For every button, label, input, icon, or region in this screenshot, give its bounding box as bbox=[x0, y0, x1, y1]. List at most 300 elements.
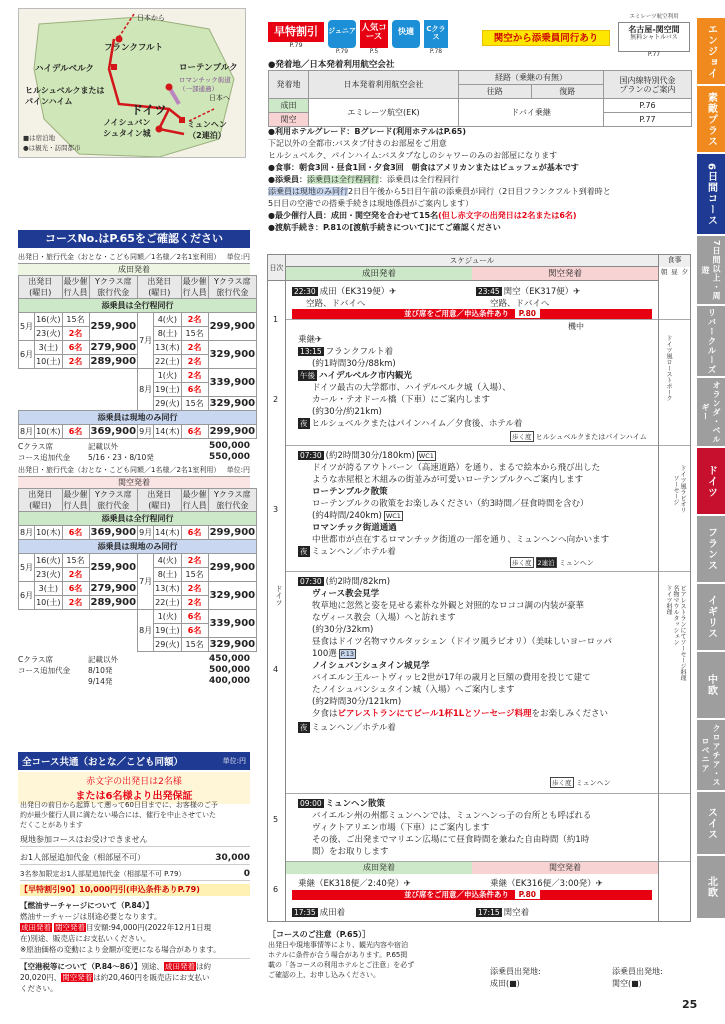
sched-text: ヒルシュベルクまたはパインハイム／夕食後、ホテル着 bbox=[311, 419, 523, 429]
map-legend-visit: ●は観光・訪問都市 bbox=[23, 144, 81, 152]
sched-text: ミュンヘン／ホテル着 bbox=[311, 723, 396, 733]
sched-text-bold: ノイシュバンシュタイン城見学 bbox=[312, 661, 430, 671]
meal-note: ソーセージ bbox=[672, 475, 679, 505]
min-cell: 2名 bbox=[62, 568, 89, 582]
date-cell: 23(火) bbox=[35, 327, 62, 341]
month-cell: 8月 bbox=[19, 526, 35, 540]
date-cell: 10(木) bbox=[35, 526, 62, 540]
schedule-table bbox=[267, 254, 691, 922]
time-chip: 午後 bbox=[300, 371, 315, 380]
sched-text: をお楽しみください bbox=[531, 709, 608, 719]
min-cell: 2名 bbox=[181, 554, 208, 568]
sched-text: 昼食はドイツ名物マウルタッシェン（ドイツ風ラビオリ）（美味しいヨーロッパ bbox=[312, 637, 612, 647]
price-cell: 259,900 bbox=[89, 313, 138, 341]
sched-text-bold: ローテンブルク散策 bbox=[312, 487, 388, 497]
fuel-line: 燃油サーチャージは別途必要となります。 bbox=[20, 912, 162, 921]
date-cell: 22(土) bbox=[154, 596, 181, 610]
month-cell: 8月 bbox=[19, 425, 35, 439]
day-5: 5 bbox=[273, 815, 279, 824]
tab-7day[interactable]: 7日間以上・周遊 bbox=[697, 236, 725, 304]
min-cell: 2名 bbox=[181, 596, 208, 610]
price-table-kansai bbox=[18, 488, 257, 652]
fuel-line: 在)別途、販売店にお支払いください。 bbox=[20, 934, 151, 943]
tab-france[interactable]: フランス bbox=[697, 516, 725, 582]
escort-origin-label: 添乗員出発地: bbox=[490, 967, 541, 976]
month-cell: 9月 bbox=[138, 425, 154, 439]
dep-page: P.76 bbox=[604, 99, 692, 113]
min-cell: 15名 bbox=[181, 397, 208, 411]
col-date: 出発日 (曜日) bbox=[19, 489, 63, 512]
min-cell: 2名 bbox=[181, 313, 208, 327]
sched-head-schedule: スケジュール bbox=[286, 255, 658, 267]
early-badge: 早特割引 bbox=[268, 22, 324, 42]
min-cell: 6名 bbox=[62, 341, 89, 355]
tab-nordic[interactable]: 北欧 bbox=[697, 856, 725, 918]
local-escort-bar: 添乗員は現地のみ同行 bbox=[19, 411, 257, 425]
common-header bbox=[18, 752, 250, 770]
meal-lunch: 昼 bbox=[671, 268, 678, 276]
dep-page: P.77 bbox=[604, 113, 692, 127]
narita-chip: 成田発着 bbox=[21, 923, 51, 932]
date-cell: 13(木) bbox=[154, 582, 181, 596]
date-cell: 13(木) bbox=[154, 341, 181, 355]
fuel-title: 【燃油サーチャージについて（P.84）】 bbox=[20, 901, 154, 910]
sched-text: (約2時間30分/180km) bbox=[325, 451, 415, 461]
sched-text: 空路、ドバイへ bbox=[306, 299, 366, 309]
map-label-heidelberg: ハイデルベルク bbox=[35, 64, 94, 74]
info-line: ●渡航手続き：P.81の[渡航手続きについて]にてご確認ください bbox=[268, 223, 501, 232]
meal-breakfast: 朝 bbox=[660, 268, 668, 276]
tab-river-cruise[interactable]: リバークルーズ bbox=[697, 306, 725, 376]
tax-line: 別途、 bbox=[141, 962, 164, 971]
tax-line: 20,020円、 bbox=[20, 973, 62, 982]
map-label-neuschwanstein: ノイシュバン シュタイン城 bbox=[103, 118, 151, 138]
time-chip: 夜 bbox=[300, 547, 308, 556]
tab-germany[interactable]: ドイツ bbox=[697, 448, 725, 514]
triple-value: 0 bbox=[243, 869, 250, 879]
sched-head-kansai: 関空発着 bbox=[472, 862, 658, 874]
c-sub: コース追加代金 bbox=[18, 453, 71, 462]
sched-head-narita: 成田発着 bbox=[286, 862, 472, 874]
guarantee-text-line: 約が最少催行人員に満たない場合には、催行を中止させていた bbox=[20, 811, 216, 819]
stay-city: ミュンヘン bbox=[575, 779, 611, 787]
departure-title: ●発着地／日本発着利用航空会社 bbox=[268, 60, 395, 70]
departure-table bbox=[268, 70, 692, 127]
seat-bar-page: P.80 bbox=[515, 309, 540, 318]
all-escort-bar: 添乗員は全行程同行 bbox=[19, 512, 257, 526]
min-cell: 15名 bbox=[181, 638, 208, 652]
sched-head-kansai: 関空発着 bbox=[472, 267, 658, 281]
day-6: 6 bbox=[273, 885, 279, 894]
early-discount: 【早特割引90】10,000円引(申込条件ありP.79) bbox=[20, 884, 250, 896]
two-nights-tag: 2連泊 bbox=[537, 559, 555, 567]
price-title-1: 出発日・旅行代金（おとな・こども同額／1名様／2名1室利用） bbox=[18, 253, 221, 261]
map-label-rothenburg: ローテンブルク bbox=[179, 63, 238, 73]
fuel-surcharge bbox=[20, 900, 250, 955]
map-label-frankfurt: フランクフルト bbox=[104, 43, 163, 53]
sched-text: ドイツ最古の大学都市、ハイデルベルク城（入場）、 bbox=[312, 383, 511, 393]
col-date-2: 出発日 (曜日) bbox=[138, 276, 182, 299]
date-cell: 16(火) bbox=[35, 313, 62, 327]
sched-text: バイエルン州の州都ミュンヘンでは、ミュンヘンっ子の台所とも呼ばれる bbox=[312, 811, 592, 821]
escort-badge: 関空から添乗員同行あり bbox=[482, 30, 610, 46]
notes-line: 出発日や現地事情等により、観光内容や宿泊 bbox=[268, 941, 408, 949]
price-title-2: 出発日・旅行代金（おとな・こども同額／1名様／2名1室利用） bbox=[18, 466, 221, 474]
sched-text: 関空（EK317便）✈ bbox=[503, 287, 581, 297]
price-cell: 279,900 bbox=[90, 583, 137, 594]
sched-text: 中世都市が点在するロマンチック街道の一部を通り、ミュンヘンへ向かいます bbox=[312, 535, 610, 545]
time-chip: 23:45 bbox=[478, 287, 500, 296]
dep-head: 発着地 bbox=[269, 71, 309, 99]
price-cell: 299,900 bbox=[209, 527, 256, 538]
sched-text: 空路、ドバイへ bbox=[490, 299, 550, 309]
price-cell: 299,900 bbox=[208, 313, 257, 341]
escort-origin-value: 関空(■) bbox=[612, 979, 642, 988]
dep-kansai: 関空 bbox=[269, 113, 309, 127]
c-label: Cクラス席 bbox=[18, 655, 54, 664]
dep-narita: 成田 bbox=[269, 99, 309, 113]
col-date: 出発日 (曜日) bbox=[19, 276, 63, 299]
c-class-kansai bbox=[18, 654, 250, 687]
month-cell: 7月 bbox=[138, 313, 154, 369]
map-label-hirschberg: ヒルシュベルクまたは パインハイム bbox=[25, 86, 105, 106]
popular-badge: 人気コース bbox=[360, 20, 388, 48]
info-line: ●添乗員： bbox=[268, 175, 307, 184]
escort-origin-value: 成田(■) bbox=[490, 979, 520, 988]
col-price-2: Yクラス席 旅行代金 bbox=[208, 276, 257, 299]
date-cell: 16(火) bbox=[35, 554, 62, 568]
page-tag: P.13 bbox=[340, 650, 354, 658]
min-cell: 2名 bbox=[181, 355, 208, 369]
kansai-chip: 関空発着 bbox=[55, 923, 85, 932]
min-cell: 2名 bbox=[181, 341, 208, 355]
price-cell: 329,900 bbox=[208, 582, 257, 610]
notes-title: ［コースのご注意（P.65）］ bbox=[268, 930, 371, 939]
time-chip: 09:00 bbox=[300, 799, 322, 808]
seat-bar-day1 bbox=[292, 309, 652, 319]
min-cell: 6名 bbox=[181, 526, 208, 540]
meal-dinner: 夕 bbox=[681, 268, 689, 276]
tax-line: は約20,460円を販売店にお支払い bbox=[93, 973, 210, 982]
time-chip: 夜 bbox=[300, 723, 308, 732]
info-line: ：添乗員は全行程同行 bbox=[378, 175, 459, 184]
fuel-line: ※原油価格の変動により金額が変更になる場合があります。 bbox=[20, 945, 221, 954]
kansai-chip: 関空発着 bbox=[62, 973, 93, 982]
info-line: ●最少催行人員：成田・関空発を合わせて15名 bbox=[268, 211, 439, 220]
time-chip: 13:15 bbox=[300, 347, 322, 356]
single-label: お1人部屋追加代金（相部屋不可） bbox=[20, 853, 146, 862]
meal-note: 名物マウルタッシェン bbox=[672, 585, 679, 645]
info-line: ヒルシュベルク、パインハイム:バスタブなしのシャワーのみのお部屋になります bbox=[268, 151, 558, 160]
day-1: 1 bbox=[273, 315, 279, 324]
escort-all-chip: 添乗員は全行程同行 bbox=[306, 175, 379, 184]
sched-text-bold: ヴィース教会見学 bbox=[312, 589, 380, 599]
sched-text: カール・テオドール橋（下車）にご案内します bbox=[312, 395, 490, 405]
time-chip: 07:30 bbox=[300, 451, 322, 460]
sched-text-bold: ハイデルベルク市内観光 bbox=[319, 371, 412, 381]
price-section-narita bbox=[18, 251, 256, 463]
c-price: 550,000 bbox=[209, 452, 250, 462]
col-price: Yクラス席 旅行代金 bbox=[89, 276, 138, 299]
min-cell: 15名 bbox=[62, 313, 89, 327]
price-cell: 299,900 bbox=[209, 426, 256, 437]
time-chip: 22:30 bbox=[294, 287, 316, 296]
price-cell: 259,900 bbox=[89, 554, 138, 582]
course-notes bbox=[268, 930, 443, 980]
c-price: 400,000 bbox=[209, 676, 250, 686]
min-cell: 2名 bbox=[181, 582, 208, 596]
badge-page: P.78 bbox=[429, 48, 443, 55]
price-section-kansai bbox=[18, 464, 256, 687]
tab-netherlands-belgium[interactable]: オランダ・ベルギー bbox=[697, 378, 725, 446]
seat-bar-day6 bbox=[292, 890, 652, 900]
common-title: 全コース共通（おとな／こども同額） bbox=[22, 757, 184, 768]
sched-text-bold: ミュンヘン散策 bbox=[325, 799, 385, 809]
map-legend-stay: ■は宿泊地 bbox=[23, 134, 56, 142]
min-cell: 2名 bbox=[62, 596, 89, 610]
time-chip: 夜 bbox=[300, 419, 308, 428]
escort-origin-label: 添乗員出発地: bbox=[612, 967, 663, 976]
notes-line: 載の「各コースの利用ホテルとご注意」を必ず bbox=[268, 961, 415, 969]
dep-airline: エミレーツ航空(EK) bbox=[309, 99, 459, 127]
notes-line: ご確認の上、お申し込みください。 bbox=[268, 971, 380, 979]
c-label: Cクラス席 bbox=[18, 442, 54, 451]
seat-bar-page: P.80 bbox=[515, 890, 540, 899]
stay-city: ミュンヘン bbox=[558, 559, 594, 567]
sched-text-red: ビアレストランにてビール1杯1Lとソーセージ料理 bbox=[337, 709, 532, 719]
price-table-narita bbox=[18, 275, 257, 439]
month-cell: 5月 bbox=[19, 313, 35, 341]
single-room bbox=[20, 852, 250, 865]
tab-central-europe[interactable]: 中欧 bbox=[697, 652, 725, 718]
notes-line: ホテルに条件が合う場合があります。P.65掲 bbox=[268, 951, 408, 959]
min-cell: 15名 bbox=[181, 568, 208, 582]
date-cell: 19(土) bbox=[154, 383, 181, 397]
info-line: 下記以外の全都市:バスタブ付きのお部屋をご用意 bbox=[268, 139, 447, 148]
c-desc: 記載以外 bbox=[88, 442, 118, 451]
info-line: ●利用ホテルグレード：Bグレード(利用ホテルはP.65) bbox=[268, 127, 466, 136]
tab-6day[interactable]: 6日間コース bbox=[697, 154, 725, 234]
seat-bar-text: 並び席をご用意／申込条件あり bbox=[403, 309, 509, 318]
sched-text: (約1時間30分/88km) bbox=[312, 359, 396, 369]
badge-page: P.5 bbox=[369, 48, 379, 55]
day-4: 4 bbox=[273, 665, 279, 674]
date-cell: 29(火) bbox=[154, 638, 181, 652]
sched-text: 牧草地に忽然と姿を見せる素朴な外観と対照的なロココ調の内装が豪華 bbox=[312, 601, 585, 611]
col-date-2: 出発日 (曜日) bbox=[138, 489, 182, 512]
stay-city: ヒルシュベルクまたはパインハイム bbox=[535, 433, 647, 441]
c-class-narita bbox=[18, 441, 250, 463]
no-local-join: 現地参加コースはお受けできません bbox=[20, 834, 250, 847]
min-cell: 6名 bbox=[62, 526, 89, 540]
seat-bar-text: 並び席をご用意／申込条件あり bbox=[403, 890, 509, 899]
badge-page: P.79 bbox=[335, 48, 349, 55]
sched-text: 間）をお取りします bbox=[312, 847, 389, 857]
local-escort-bar: 添乗員は現地のみ同行 bbox=[19, 540, 257, 554]
sched-head-narita: 成田発着 bbox=[286, 267, 472, 281]
price-cell: 339,900 bbox=[208, 610, 257, 638]
date-cell: 23(火) bbox=[35, 568, 62, 582]
sched-text: その後、ご出発までマリエン広場にて昼食時間を兼ねた自由時間（約1時 bbox=[312, 835, 590, 845]
min-cell: 2名 bbox=[62, 355, 89, 369]
min-cell: 6名 bbox=[181, 425, 208, 439]
sched-text-bold: ロマンチック街道通過 bbox=[312, 523, 397, 533]
min-cell: 6名 bbox=[62, 425, 89, 439]
info-line-red: (但し赤文字の出発日は2名または6名) bbox=[438, 211, 577, 220]
dep-head: 往路 bbox=[459, 85, 532, 99]
sched-text: (約2時間/82km) bbox=[325, 577, 391, 587]
early-badge-page: P.79 bbox=[289, 41, 303, 49]
sched-text: 関空着 bbox=[503, 908, 530, 918]
price-cell: 339,900 bbox=[208, 369, 257, 397]
sched-head-meals: 食事 bbox=[658, 255, 690, 267]
col-min-2: 最少催 行人員 bbox=[182, 490, 207, 510]
time-chip: 17:35 bbox=[294, 908, 316, 917]
fuel-line: 目安額:94,000円(2022年12月1日現 bbox=[86, 923, 212, 932]
sched-text: 乗継（EK318便／2:40発）✈ bbox=[298, 879, 411, 889]
price-unit-1: 単位:円 bbox=[226, 253, 250, 261]
overnight-plane: 機中 bbox=[568, 322, 584, 331]
min-cell: 6名 bbox=[181, 610, 208, 624]
sched-text: (約2時間30分/121km) bbox=[312, 697, 402, 707]
walk-tag: 歩く度 bbox=[552, 779, 572, 787]
sched-text: ミュンヘン／ホテル着 bbox=[311, 547, 396, 557]
guarantee-text-line: だくことがあります bbox=[20, 821, 83, 829]
tab-croatia-slovenia[interactable]: クロアチア・スロベニア bbox=[697, 720, 725, 790]
sched-text: たノイシュバンシュタイン城（入場）へご案内します bbox=[312, 685, 515, 695]
narita-header: 成田発着 bbox=[18, 264, 250, 275]
narita-chip: 成田発着 bbox=[164, 962, 195, 971]
c-price: 500,000 bbox=[209, 441, 250, 451]
airport-tax bbox=[20, 958, 250, 994]
sched-text: 100選 bbox=[312, 649, 337, 659]
info-block bbox=[268, 126, 692, 234]
meal-note: ビアレストランにてソーセージ料理 bbox=[679, 585, 686, 681]
date-cell: 4(火) bbox=[154, 554, 181, 568]
tax-line: ください。 bbox=[20, 984, 58, 993]
sched-text: 夕食は bbox=[312, 709, 338, 719]
sched-text: (約30分/約21km) bbox=[312, 407, 382, 417]
guarantee-line-2: または6名様より出発保証 bbox=[75, 791, 193, 802]
info-line: 5日目の空港での搭乗手続きは現地係員がご案内します） bbox=[268, 199, 474, 208]
col-min-2: 最少催 行人員 bbox=[182, 277, 207, 297]
month-cell: 5月 bbox=[19, 554, 35, 582]
c-desc: 5/16・23・8/10発 bbox=[88, 453, 154, 462]
month-cell: 9月 bbox=[138, 526, 154, 540]
date-cell: 29(火) bbox=[154, 397, 181, 411]
escort-origin-2 bbox=[612, 966, 663, 990]
price-cell: 369,900 bbox=[90, 527, 137, 538]
sched-text: なヴィース教会（入場）へと訪れます bbox=[312, 613, 456, 623]
date-cell: 1(火) bbox=[154, 610, 181, 624]
tab-enjoy[interactable]: エンジョイ bbox=[697, 18, 725, 84]
month-cell: 7月 bbox=[138, 554, 154, 610]
date-cell: 3(土) bbox=[35, 582, 62, 596]
guarantee-text bbox=[20, 800, 218, 830]
date-cell: 10(土) bbox=[35, 596, 62, 610]
triple-room bbox=[20, 868, 250, 881]
date-cell: 1(火) bbox=[154, 369, 181, 383]
date-cell: 10(土) bbox=[35, 355, 62, 369]
dep-route: ドバイ乗継 bbox=[459, 99, 604, 127]
wc-tag: WC1 bbox=[418, 452, 434, 460]
date-cell: 14(木) bbox=[154, 425, 181, 439]
map-label-munich: ミュンヘン （2連泊） bbox=[187, 120, 227, 140]
sched-head-day: 日次 bbox=[268, 255, 286, 281]
c-price: 500,000 bbox=[209, 665, 250, 675]
dep-head: 日本発着利用航空会社 bbox=[309, 71, 459, 99]
sched-text: 成田（EK319便）✈ bbox=[319, 287, 397, 297]
min-cell: 15名 bbox=[181, 327, 208, 341]
price-cell: 329,900 bbox=[209, 639, 256, 650]
tab-switzerland[interactable]: スイス bbox=[697, 792, 725, 854]
col-price: Yクラス席 旅行代金 bbox=[89, 489, 138, 512]
triple-label: 3名参加限定お1人部屋追加代金（相部屋不可 P.79） bbox=[20, 870, 186, 878]
map-label-romantic-road: ロマンチック街道 （一部通過） bbox=[179, 76, 231, 93]
sched-text: フランクフルト着 bbox=[325, 347, 394, 357]
price-cell: 289,900 bbox=[90, 597, 137, 608]
map-label-from-japan: 日本から bbox=[137, 14, 165, 22]
price-cell: 279,900 bbox=[90, 342, 137, 353]
month-cell: 6月 bbox=[19, 582, 35, 610]
day-3: 3 bbox=[273, 505, 279, 514]
date-cell: 3(土) bbox=[35, 341, 62, 355]
route-map bbox=[18, 8, 246, 158]
tab-uk[interactable]: イギリス bbox=[697, 584, 725, 650]
date-cell: 14(木) bbox=[154, 526, 181, 540]
walk-tag: 歩く度 bbox=[512, 433, 532, 441]
sched-text: ドイツが誇るアウトバーン（高速道路）を通り、まるで絵本から飛び出した bbox=[312, 463, 601, 473]
price-unit-2: 単位:円 bbox=[226, 466, 250, 474]
tax-line: は約 bbox=[195, 962, 211, 971]
time-chip: 17:15 bbox=[478, 908, 500, 917]
min-cell: 6名 bbox=[62, 582, 89, 596]
date-cell: 4(火) bbox=[154, 313, 181, 327]
col-min: 最少催 行人員 bbox=[63, 277, 88, 297]
terminal-box bbox=[618, 22, 690, 52]
kansai-header: 関空発着 bbox=[18, 477, 250, 488]
sched-text: 成田着 bbox=[319, 908, 346, 918]
month-cell: 8月 bbox=[138, 610, 154, 652]
single-value: 30,000 bbox=[215, 853, 250, 863]
dep-head: 国内線特別代金 プランのご案内 bbox=[604, 71, 692, 99]
sched-text: 乗継（EK316便／3:00発）✈ bbox=[490, 879, 603, 889]
map-label-germany: ドイツ bbox=[131, 103, 167, 117]
price-cell: 289,900 bbox=[90, 356, 137, 367]
price-cell: 329,900 bbox=[208, 341, 257, 369]
terminal-sub: 無料シャトルバス bbox=[630, 33, 678, 41]
tab-suteki-plus[interactable]: 素敵プラス bbox=[697, 86, 725, 152]
c-sub: コース追加代金 bbox=[18, 666, 71, 675]
sched-text: ローテンブルクの散策をお楽しみください（約3時間／昼食時間を含む） bbox=[312, 499, 589, 509]
price-cell: 299,900 bbox=[208, 554, 257, 582]
sched-text: バイエルン王ルートヴィッヒ2世が17年の歳月と巨額の費用を投じて建て bbox=[312, 673, 591, 683]
sched-text: ヴィクトアリエン市場（下車）にご案内します bbox=[312, 823, 490, 833]
dep-head: 経路（乗継の有無） bbox=[459, 71, 604, 85]
date-cell: 10(木) bbox=[35, 425, 62, 439]
terminal-top: エミレーツ航空利用 bbox=[629, 14, 679, 20]
sched-text: 乗継✈ bbox=[298, 335, 323, 345]
meal-note: ドイツ風ラビオリ bbox=[679, 465, 686, 513]
c-desc: 8/10発 bbox=[88, 666, 113, 675]
sched-text: (約4時間/240km) bbox=[312, 511, 382, 521]
junior-badge: ジュニア bbox=[328, 20, 356, 48]
info-line: ●食事：朝食3回・昼食1回・夕食3回 朝食はアメリカンまたはビュッフェが基本です bbox=[268, 163, 579, 172]
common-unit: 単位:円 bbox=[222, 757, 246, 765]
min-cell: 6名 bbox=[181, 624, 208, 638]
terminal-page: P.77 bbox=[647, 51, 661, 58]
sched-text: (約30分/32km) bbox=[312, 625, 374, 635]
